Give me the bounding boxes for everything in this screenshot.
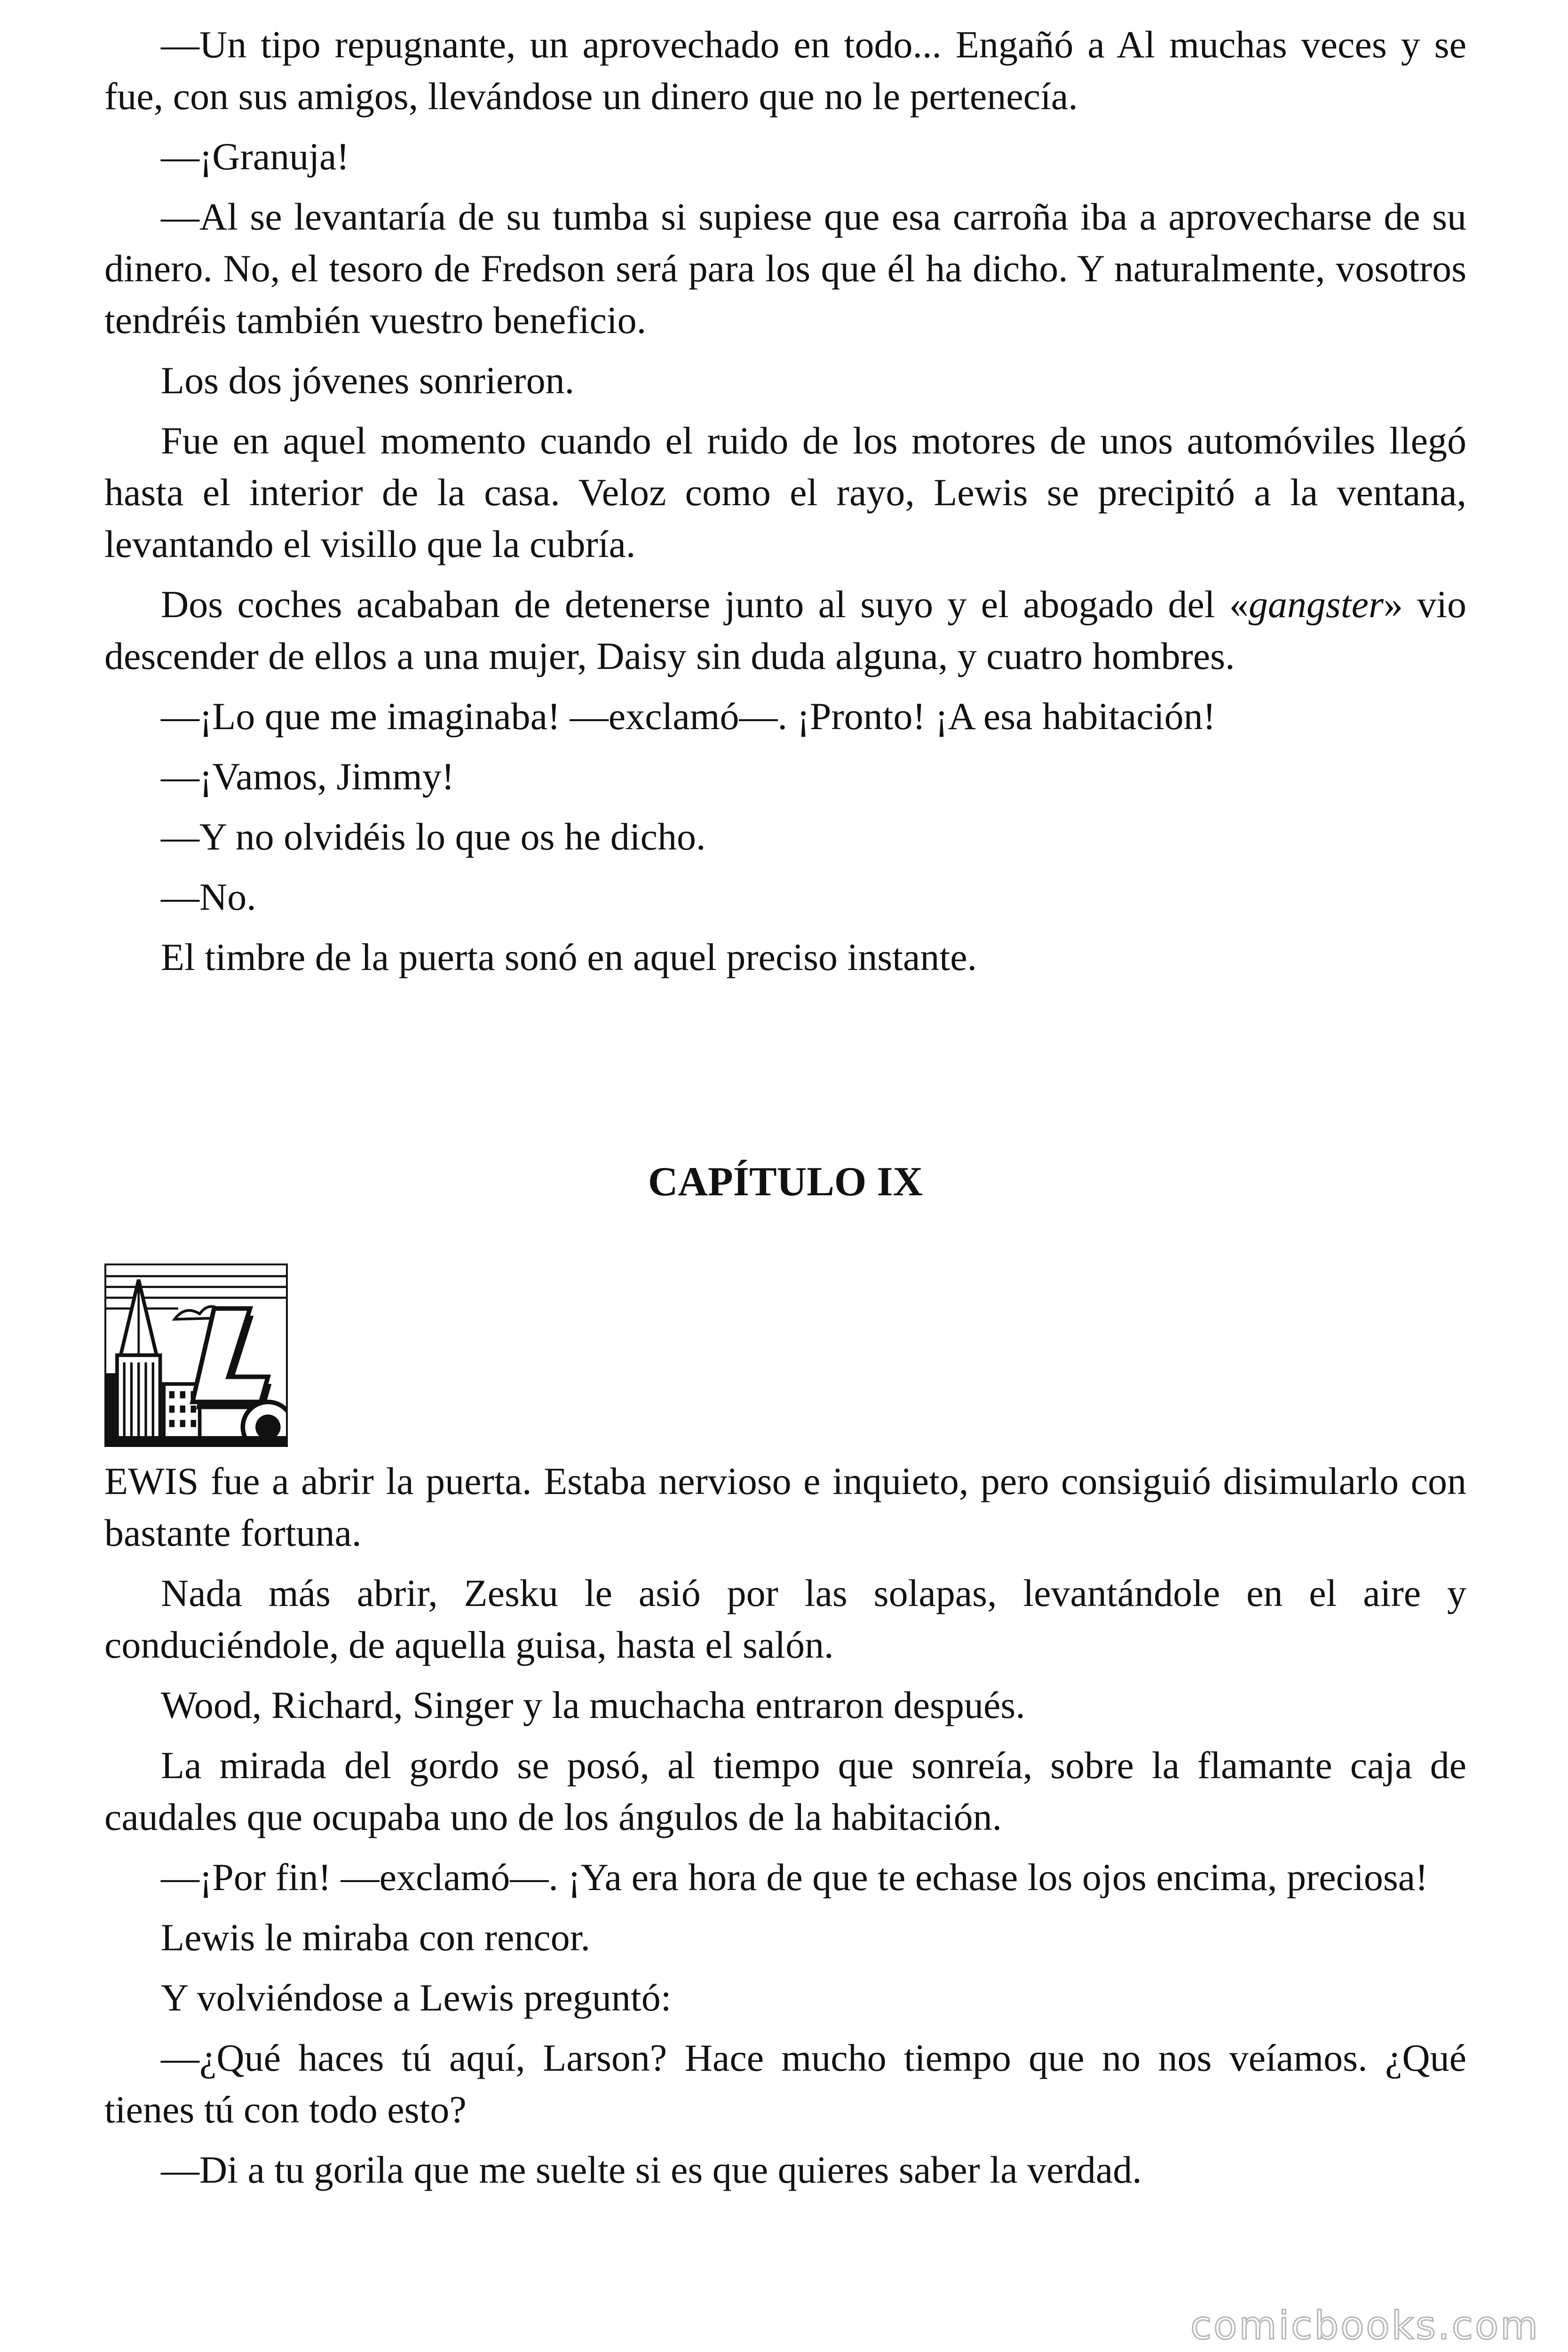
paragraph: Y volviéndose a Lewis preguntó: (161, 1976, 672, 2019)
paragraph: La mirada del gordo se posó, al tiempo que sonreía, sobre la flamante caja de caudales que ocupaba uno de los ángulos de la habitación. (104, 1744, 1466, 1838)
paragraph: Wood, Richard, Singer y la muchacha entraron después. (161, 1684, 1025, 1726)
paragraph: —¡Por fin! —exclamó—. ¡Ya era hora de que te echase los ojos encima, preciosa! (161, 1856, 1428, 1899)
paragraph: —¡Vamos, Jimmy! (161, 755, 455, 798)
paragraph: —Un tipo repugnante, un aprovechado en todo... Engañó a Al muchas veces y se fue, con sus amigos, llevándose un dinero que no le pertenecía. (104, 23, 1466, 118)
city-skyline-dropcap-icon (106, 1265, 286, 1445)
paragraph: —¿Qué haces tú aquí, Larson? Hace mucho tiempo que no nos veíamos. ¿Qué tienes tú con todo esto? (104, 2036, 1466, 2131)
paragraph: Los dos jóvenes sonrieron. (161, 359, 575, 402)
watermark: comicbooks.com (1190, 2304, 1540, 2348)
paragraph: —Di a tu gorila que me suelte si es que quieres saber la verdad. (161, 2148, 1142, 2191)
paragraph: —No. (161, 875, 256, 918)
chapter-spacer (104, 992, 1466, 1156)
paragraph: —¡Lo que me imaginaba! —exclamó—. ¡Pronto! ¡A esa habitación! (161, 695, 1216, 738)
paragraph-coches (104, 579, 1466, 682)
paragraph: —¡Granuja! (161, 135, 349, 178)
paragraph: —Al se levantaría de su tumba si supiese que esa carroña iba a aprovecharse de su dinero. No, el tesoro de Fredson será para los que él ha dicho. Y naturalmente, vosotros tendréis también vuestro beneficio. (104, 195, 1466, 342)
paragraph: Nada más abrir, Zesku le asió por las solapas, levantándole en el aire y conduciéndole, de aquella guisa, hasta el salón. (104, 1572, 1466, 1666)
italic-word: gangster (1248, 583, 1384, 626)
chapter-first-paragraph: EWIS fue a abrir la puerta. Estaba nervioso e inquieto, pero consiguió disimularlo con bastante fortuna. (104, 1460, 1466, 1554)
text-run: » vio descender de ellos a una mujer, Daisy sin duda alguna, y cuatro hombres. (104, 583, 1466, 677)
chapter-title: CAPÍTULO IX (648, 1159, 923, 1205)
paragraph: —Y no olvidéis lo que os he dicho. (161, 815, 706, 858)
dropcap-illustration (104, 1263, 288, 1447)
paragraph: El timbre de la puerta sonó en aquel preciso instante. (161, 936, 977, 978)
book-page (104, 19, 1466, 2204)
paragraph: Lewis le miraba con rencor. (161, 1916, 591, 1959)
text-run: Dos coches acababan de detenerse junto al suyo y el abogado del « (161, 583, 1249, 626)
paragraph: Fue en aquel momento cuando el ruido de los motores de unos automóviles llegó hasta el interior de la casa. Veloz como el rayo, Lewis se precipitó a la ventana, levantando el visillo que la cubría. (104, 419, 1466, 565)
